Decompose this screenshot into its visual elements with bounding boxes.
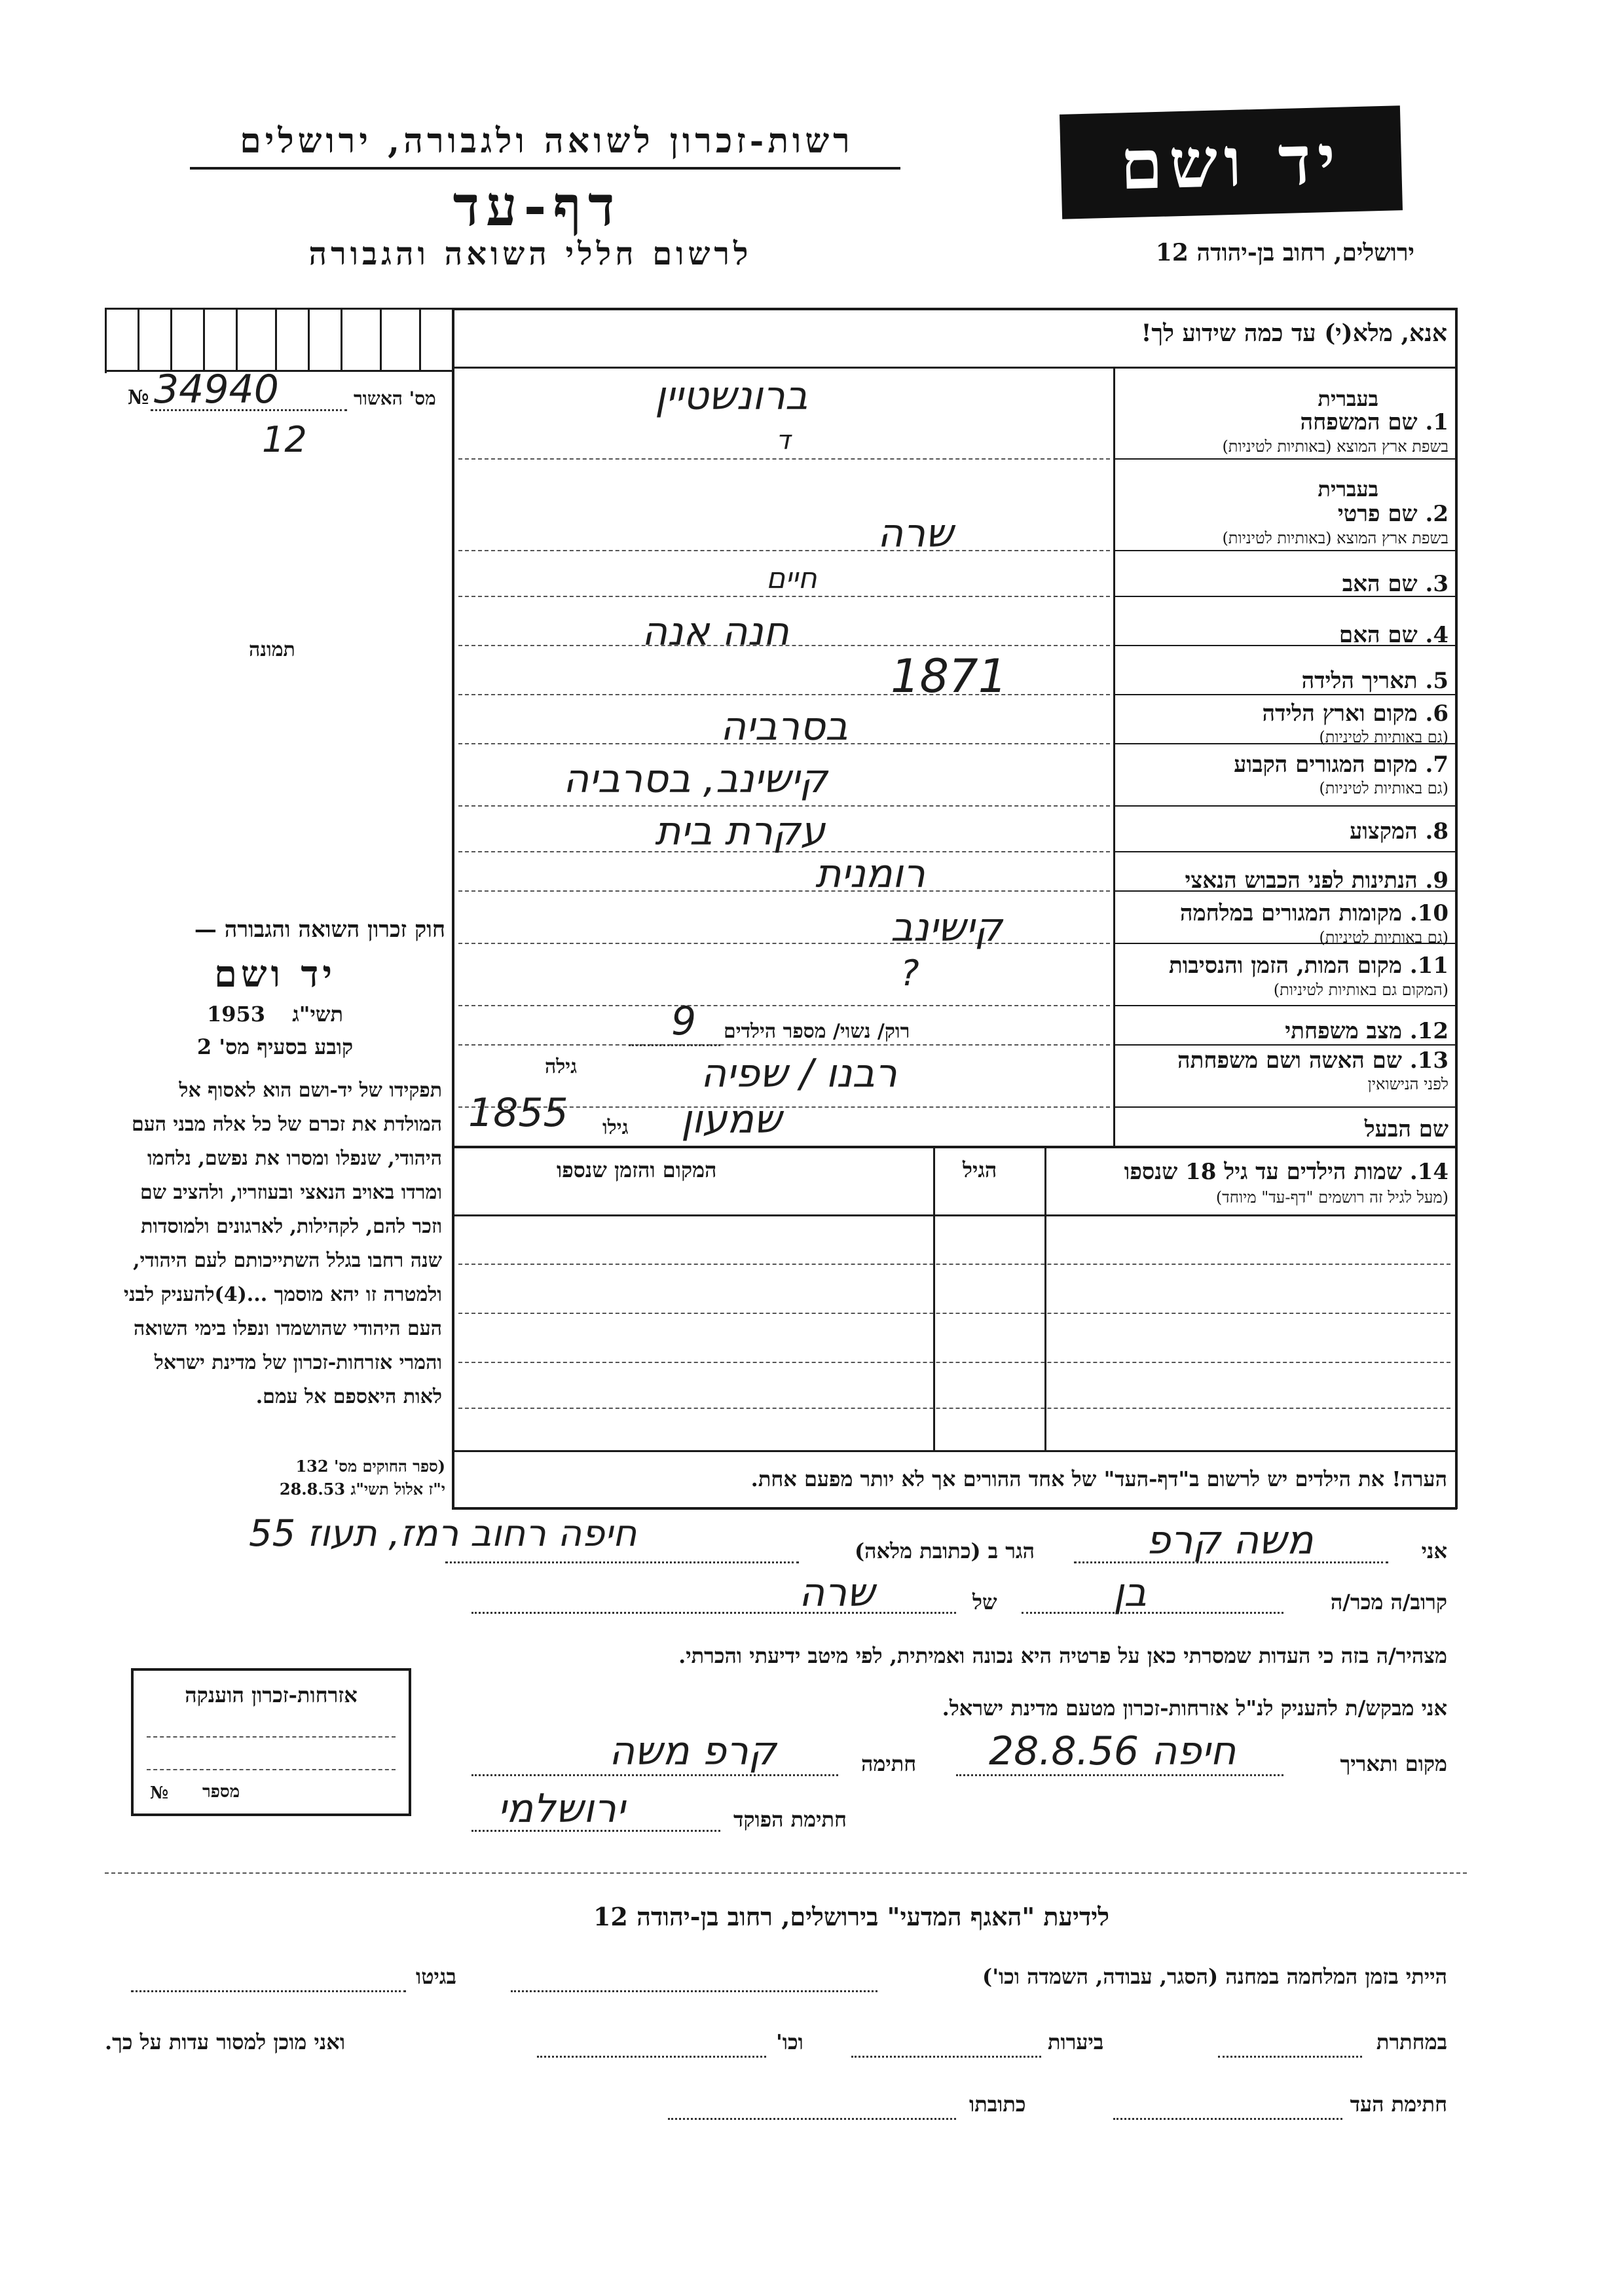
field-12-children-line [629, 1044, 720, 1046]
photo-label: תמונה [249, 638, 295, 661]
field-3-value: חיים [766, 562, 817, 595]
field-13-sublabel: לפני הנישואין [1367, 1075, 1449, 1093]
decl-address-value: חיפה רחוב רמז, תעוז 55 [249, 1512, 637, 1555]
bottom-etc-line [537, 2056, 766, 2058]
approval-line [151, 409, 347, 411]
field-4-label [1339, 622, 1449, 648]
field-2-value: שרה [877, 511, 953, 556]
field-12-status-label: רוק/ נשוי/ מספר הילדים [724, 1020, 910, 1043]
form-title: דף-עד [452, 173, 621, 238]
husband-value: שמעון [681, 1097, 782, 1142]
header-underline [190, 167, 900, 170]
bottom-forests-line [851, 2056, 1041, 2058]
field-6-label [1262, 701, 1449, 727]
decl-relation-line [1022, 1612, 1283, 1614]
field-11-text: מקום המות, הזמן והנסיבות [1168, 953, 1402, 979]
bottom-underground-label: במחתרת [1376, 2030, 1447, 2054]
field-6-value: בסרביה [720, 704, 848, 750]
children-col-age: הגיל [963, 1157, 997, 1182]
children-top-border [452, 1146, 1457, 1148]
form-top-border [452, 308, 1457, 310]
bottom-notice: לידיעת "האגף המדעי" בירושלים, רחוב בן-יהודה 12 [593, 1902, 1110, 1931]
decl-i-label: אני [1421, 1539, 1447, 1563]
field-13-label [1177, 1048, 1449, 1074]
form-note: הערה! את הילדים יש לרשום ב"דף-העד" של אחד ההורים אך לא יותר מפעם אחת. [750, 1467, 1447, 1491]
law-year-hebrew: תשי"ג [292, 1002, 343, 1027]
children-header-divider [452, 1214, 1457, 1216]
law-section: קובע בסעיף מס' 2 [196, 1034, 354, 1059]
field-10-sublabel: (גם באותיות לטיניות) [1319, 928, 1449, 947]
bottom-camp-line [511, 1990, 877, 1992]
field-value-line [458, 805, 1110, 807]
decl-of-label: של [972, 1590, 997, 1614]
decl-address-line [445, 1561, 799, 1563]
approval-tick [380, 308, 382, 370]
child-entry-line [458, 1362, 1450, 1363]
organization-name: רשות-זכרון לשואה ולגבורה, ירושלים [240, 121, 854, 161]
children-col-place: המקום והזמן שנספו [557, 1157, 717, 1182]
field-2-num: 2. [1425, 501, 1449, 527]
bottom-witness-sig-label: חתימת העד [1350, 2092, 1447, 2117]
field-7-label [1234, 752, 1449, 778]
bottom-ghetto-line [131, 1990, 406, 1992]
approval-number-symbol: № [128, 386, 149, 409]
field-1-value: ברונשטיין [655, 373, 808, 419]
field-4-num: 4. [1425, 622, 1449, 648]
field-7-text: מקום המגורים הקבוע [1234, 752, 1418, 778]
bottom-witness-address-label: כתובתו [969, 2092, 1026, 2117]
field-11-sublabel: (המקום גם באותיות לטיניות) [1273, 981, 1449, 999]
law-year-number: 1953 [207, 1002, 266, 1027]
field-5-label [1302, 668, 1449, 694]
field-4-value: חנה אנה [642, 609, 789, 655]
decl-place-date-label: מקום ותאריך [1340, 1751, 1447, 1776]
decl-relative-label: קרוב/ה מכר/ה [1330, 1590, 1447, 1614]
field-1-label [1301, 409, 1449, 435]
decl-i-value: משה קרפ [1146, 1518, 1314, 1563]
field-value-line [458, 458, 1110, 460]
field-12-text: מצב משפחתי [1285, 1018, 1402, 1044]
field-value-line [458, 1044, 1110, 1046]
child-entry-line [458, 1408, 1450, 1409]
bottom-witness-address-line [668, 2118, 956, 2120]
approval-tick [138, 308, 139, 370]
side-right-border [452, 308, 454, 1509]
field-1-text: שם המשפחה [1300, 409, 1418, 435]
bottom-line2-end: ואני מוכן למסור עדות על כך. [105, 2030, 346, 2054]
husband-label: שם הבעל [1364, 1116, 1449, 1142]
citizenship-line-1 [147, 1736, 396, 1738]
children-label [1124, 1159, 1449, 1185]
approval-tick [170, 308, 172, 370]
decl-of-value: שרה [799, 1570, 875, 1616]
decl-signature-label: חתימה [861, 1751, 917, 1776]
children-sublabel: (מעל לגיל זה רושמים "דף-עד" מיוחד) [1215, 1188, 1449, 1207]
approval-label: מס' האשור [354, 388, 436, 409]
law-title: חוק זכרון השואה והגבורה — [194, 917, 445, 943]
decl-request: אני מבקש/ת להעניק לנ"ל אזרחות-זכרון מטעם מדינת ישראל. [942, 1696, 1447, 1721]
decl-officer-label: חתימת הפוקד [733, 1807, 847, 1832]
field-5-value: 1871 [891, 649, 1008, 703]
field-10-num: 10. [1409, 900, 1449, 926]
husband-age-value: 1855 [468, 1090, 568, 1136]
instruction-divider [452, 367, 1457, 369]
citizenship-title: אזרחות-זכרון הוענקה [185, 1683, 358, 1707]
form-instruction: אנא, מלא(י) עד כמה שידוע לך! [1141, 319, 1447, 347]
field-value-line [458, 596, 1110, 597]
field-13-text: שם האשה ושם משפחתה [1177, 1048, 1402, 1074]
field-row-line [1113, 851, 1457, 852]
field-2-latin-sublabel: בשפת ארץ המוצא (באותיות לטיניות) [1222, 529, 1449, 547]
field-8-text: המקצוע [1349, 818, 1418, 845]
bottom-ghetto-label: בגיטו [416, 1964, 456, 1989]
approval-extra: 12 [262, 419, 307, 460]
form-bottom-border [452, 1507, 1457, 1510]
bottom-forests-label: ביערות [1048, 2030, 1104, 2054]
field-3-label [1342, 571, 1449, 597]
citizenship-number-symbol: № [150, 1783, 169, 1803]
decl-lives-label: הגר ב (כתובת מלאה) [855, 1539, 1035, 1563]
citizenship-number-label: מספר [202, 1782, 240, 1802]
field-3-num: 3. [1425, 571, 1449, 597]
bottom-separator [105, 1872, 1467, 1874]
child-entry-line [458, 1313, 1450, 1314]
yad-vashem-logo: יד ושם [1060, 105, 1403, 219]
side-left-border [105, 308, 107, 373]
field-11-num: 11. [1409, 953, 1449, 979]
law-name: יד ושם [213, 953, 337, 996]
field-7-num: 7. [1425, 752, 1449, 778]
field-2-hebrew-sublabel: בעברית [1318, 477, 1378, 501]
field-12-children-count: 9 [671, 998, 697, 1044]
children-num: 14. [1409, 1159, 1449, 1185]
field-value-line [458, 550, 1110, 551]
field-row-line [1113, 458, 1457, 460]
law-text: תפקידו של יד-ושם הוא לאסוף אל המולדת את זכרם של כל אלה מבני העם היהודי, שנפלו ומסרו את נפשם, נלחמו ומרדו באויב הנאצי ובעוזריו, ולהציב שם וזכר להם, לקהילות, לארגונים ולמוסדות שנה רחבו בגלל השתייכותם לעם היהודי, ולמטרה זו יהא מוסמך ...(4)להעניק לבני העם היהודי שהושמדו ונפלו בימי השואה והמרי אזרחות-זכרון של מדינת ישראל לאות היאספם אל עמם. [124, 1079, 442, 1408]
bottom-witness-sig-line [1113, 2118, 1342, 2120]
field-9-text: הנתינות לפני הכבוש הנאצי [1185, 867, 1418, 894]
approval-tick [275, 308, 277, 370]
citizenship-line-2 [147, 1769, 396, 1770]
field-value-line [458, 943, 1110, 944]
field-5-text: תאריך הלידה [1301, 668, 1418, 694]
field-4-text: שם האם [1338, 622, 1418, 648]
field-12-label [1285, 1018, 1449, 1044]
note-divider [452, 1450, 1457, 1452]
field-8-label [1350, 818, 1449, 845]
field-row-line [1113, 1106, 1457, 1108]
decl-place-date-line [956, 1774, 1283, 1776]
field-2-text: שם פרטי [1337, 501, 1418, 527]
field-row-line [1113, 1044, 1457, 1046]
field-11-label [1169, 953, 1449, 979]
label-value-divider [1113, 367, 1115, 1146]
field-9-value: רומנית [815, 851, 925, 897]
field-13-age-label: גילה [545, 1055, 578, 1078]
field-13-num: 13. [1409, 1048, 1449, 1074]
field-row-line [1113, 694, 1457, 695]
decl-relation-value: בן [1113, 1570, 1147, 1616]
field-value-line [458, 890, 1110, 892]
citizenship-box [131, 1668, 411, 1816]
decl-signature-line [471, 1774, 838, 1776]
field-6-num: 6. [1425, 701, 1449, 727]
decl-statement: מצהיר/ה בזה כי העדות שמסרתי כאן על פרטיה היא נכונה ואמיתית, לפי מיטב ידיעתי והכרתי. [678, 1643, 1447, 1668]
field-6-sublabel: (גם באותיות לטיניות) [1319, 728, 1449, 746]
field-row-line [1113, 550, 1457, 551]
children-label-divider [1044, 1146, 1046, 1450]
field-13-value: רבנו / שפיה [701, 1051, 897, 1097]
field-9-label [1185, 867, 1449, 894]
field-1-value2: ד [776, 426, 790, 456]
field-10-text: מקומות המגורים במלחמה [1179, 900, 1402, 926]
law-reference: (ספר החוקים מס' 132 [295, 1457, 445, 1476]
field-5-num: 5. [1425, 668, 1449, 694]
field-12-num: 12. [1409, 1018, 1449, 1044]
field-10-value: קישינב [891, 905, 1003, 951]
field-7-sublabel: (גם באותיות לטיניות) [1319, 779, 1449, 797]
field-1-num: 1. [1425, 409, 1449, 435]
decl-signature-value: קרפ משה [609, 1728, 777, 1774]
children-age-divider [933, 1146, 935, 1450]
decl-officer-value: ירושלמי [498, 1786, 625, 1832]
approval-tick [236, 308, 238, 370]
field-3-text: שם האב [1342, 571, 1418, 597]
field-9-num: 9. [1425, 867, 1449, 894]
field-row-line [1113, 805, 1457, 807]
field-8-value: עקרת בית [655, 809, 826, 854]
child-entry-line [458, 1264, 1450, 1265]
decl-of-line [471, 1612, 956, 1614]
children-text: שמות הילדים עד גיל 18 שנספו [1124, 1159, 1402, 1185]
field-2-label [1338, 501, 1449, 527]
form-right-border [1455, 308, 1458, 1509]
side-top-border [105, 308, 452, 310]
field-8-num: 8. [1425, 818, 1449, 845]
approval-tick [203, 308, 205, 370]
approval-number: 34940 [154, 367, 279, 412]
field-value-line [458, 1005, 1110, 1006]
field-row-line [1113, 1005, 1457, 1006]
approval-tick [308, 308, 310, 370]
decl-place-date-value: חיפה 28.8.56 [989, 1728, 1236, 1774]
field-value-line [458, 694, 1110, 695]
field-6-text: מקום וארץ הלידה [1262, 701, 1418, 727]
field-10-label [1180, 900, 1449, 926]
approval-tick [341, 308, 342, 370]
field-1-latin-sublabel: בשפת ארץ המוצא (באותיות לטיניות) [1222, 437, 1449, 456]
header-address: ירושלים, רחוב בן-יהודה 12 [1155, 239, 1414, 266]
bottom-etc-label: וכו' [776, 2030, 803, 2054]
bottom-underground-line [1218, 2056, 1362, 2058]
law-year [105, 1002, 445, 1027]
form-subtitle: לרשום חללי השואה והגבורה [308, 236, 752, 272]
field-7-value: קישינב, בסרביה [563, 756, 828, 802]
husband-age-label: גילו [602, 1116, 629, 1139]
approval-tick [419, 308, 421, 370]
bottom-line1-start: הייתי בזמן המלחמה במחנה (הסגר, עבודה, השמדה וכו') [982, 1964, 1447, 1989]
field-1-hebrew-sublabel: בעברית [1318, 386, 1378, 411]
law-date: י"ז אלול תשי"ג 28.8.53 [279, 1480, 445, 1499]
field-11-value: ? [900, 953, 919, 994]
